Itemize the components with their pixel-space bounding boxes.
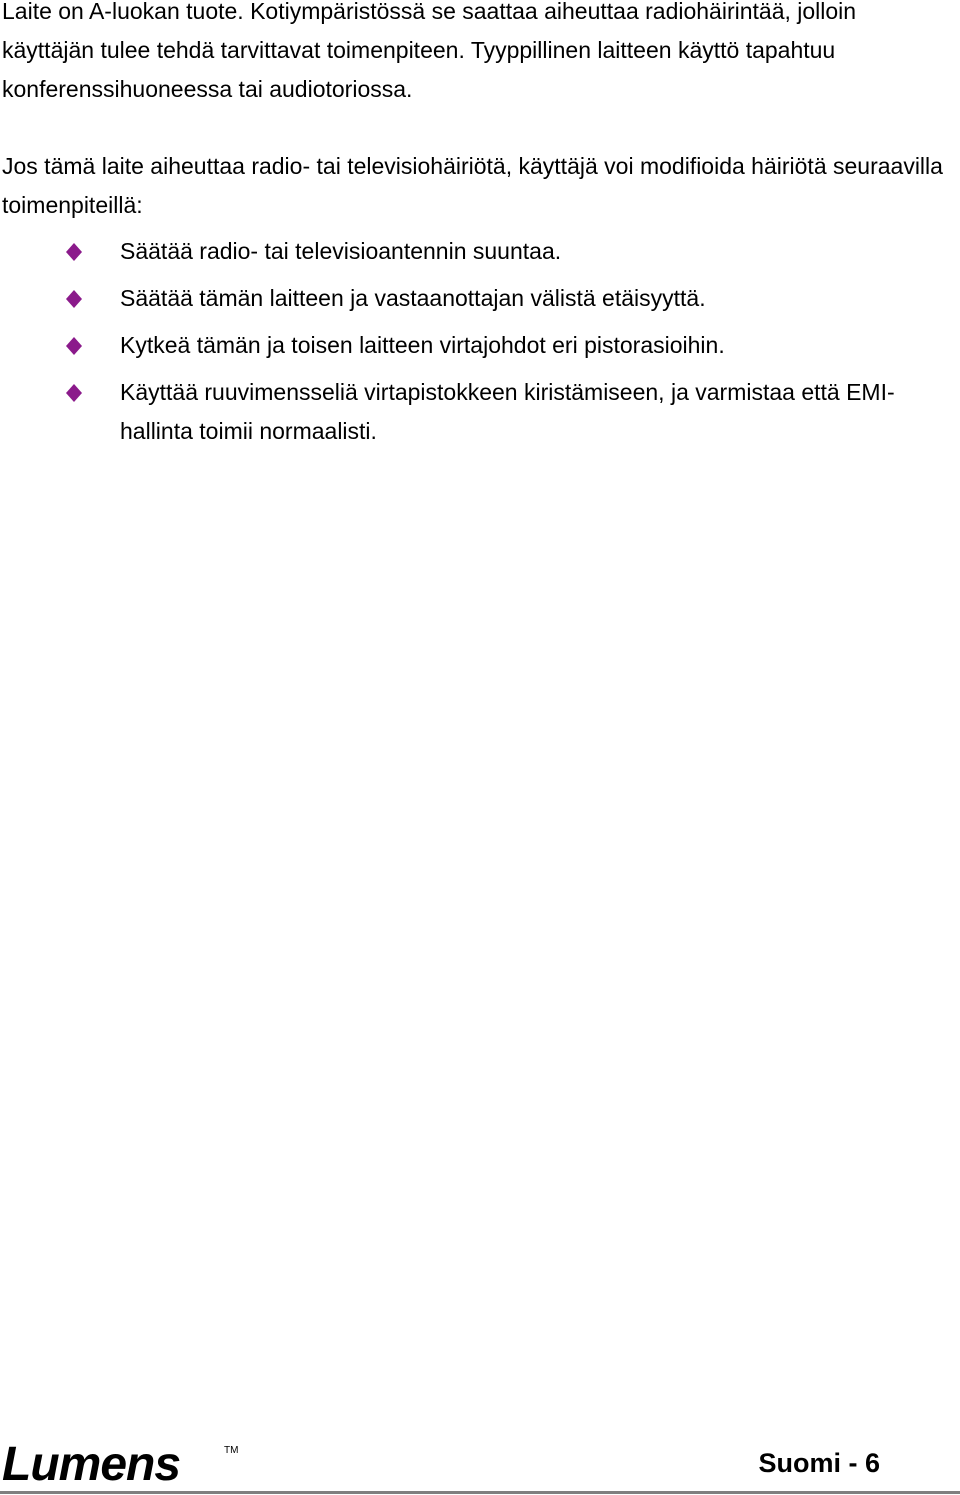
list-item xyxy=(2,279,952,318)
list-item-text: Säätää radio- tai televisioantennin suuntaa. xyxy=(120,238,562,264)
diamond-bullet-icon xyxy=(66,243,82,261)
list-item xyxy=(2,326,952,365)
list-item-text: Käyttää ruuvimensseliä virtapistokkeen kiristämiseen, ja varmistaa että EMI-hallinta toimii normaalisti. xyxy=(120,379,895,444)
list-item xyxy=(2,232,952,271)
diamond-bullet-icon xyxy=(66,384,82,402)
page-number: Suomi - 6 xyxy=(758,1448,880,1478)
list-item-text: Kytkeä tämän ja toisen laitteen virtajohdot eri pistorasioihin. xyxy=(120,332,725,358)
intro-paragraph: Laite on A-luokan tuote. Kotiympäristössä se saattaa aiheuttaa radiohäirintää, jolloin käyttäjän tulee tehdä tarvittavat toimenpiteen. Tyyppillinen laitteen käyttö tapahtuu konferenssihuoneessa tai audiotoriossa. xyxy=(2,0,857,102)
footer-divider xyxy=(0,1491,960,1494)
trademark-mark: TM xyxy=(224,1445,239,1456)
list-item xyxy=(2,373,952,451)
measures-list xyxy=(2,232,952,459)
diamond-bullet-icon xyxy=(66,337,82,355)
diamond-bullet-icon xyxy=(66,290,82,308)
logo-wordmark: Lumens xyxy=(2,1440,181,1486)
interference-paragraph: Jos tämä laite aiheuttaa radio- tai televisiohäiriötä, käyttäjä voi modifioida häiriötä seuraavilla toimenpiteillä: xyxy=(2,153,943,218)
list-item-text: Säätää tämän laitteen ja vastaanottajan välistä etäisyyttä. xyxy=(120,285,706,311)
lumens-logo xyxy=(2,1440,242,1486)
page-footer xyxy=(0,1436,960,1495)
